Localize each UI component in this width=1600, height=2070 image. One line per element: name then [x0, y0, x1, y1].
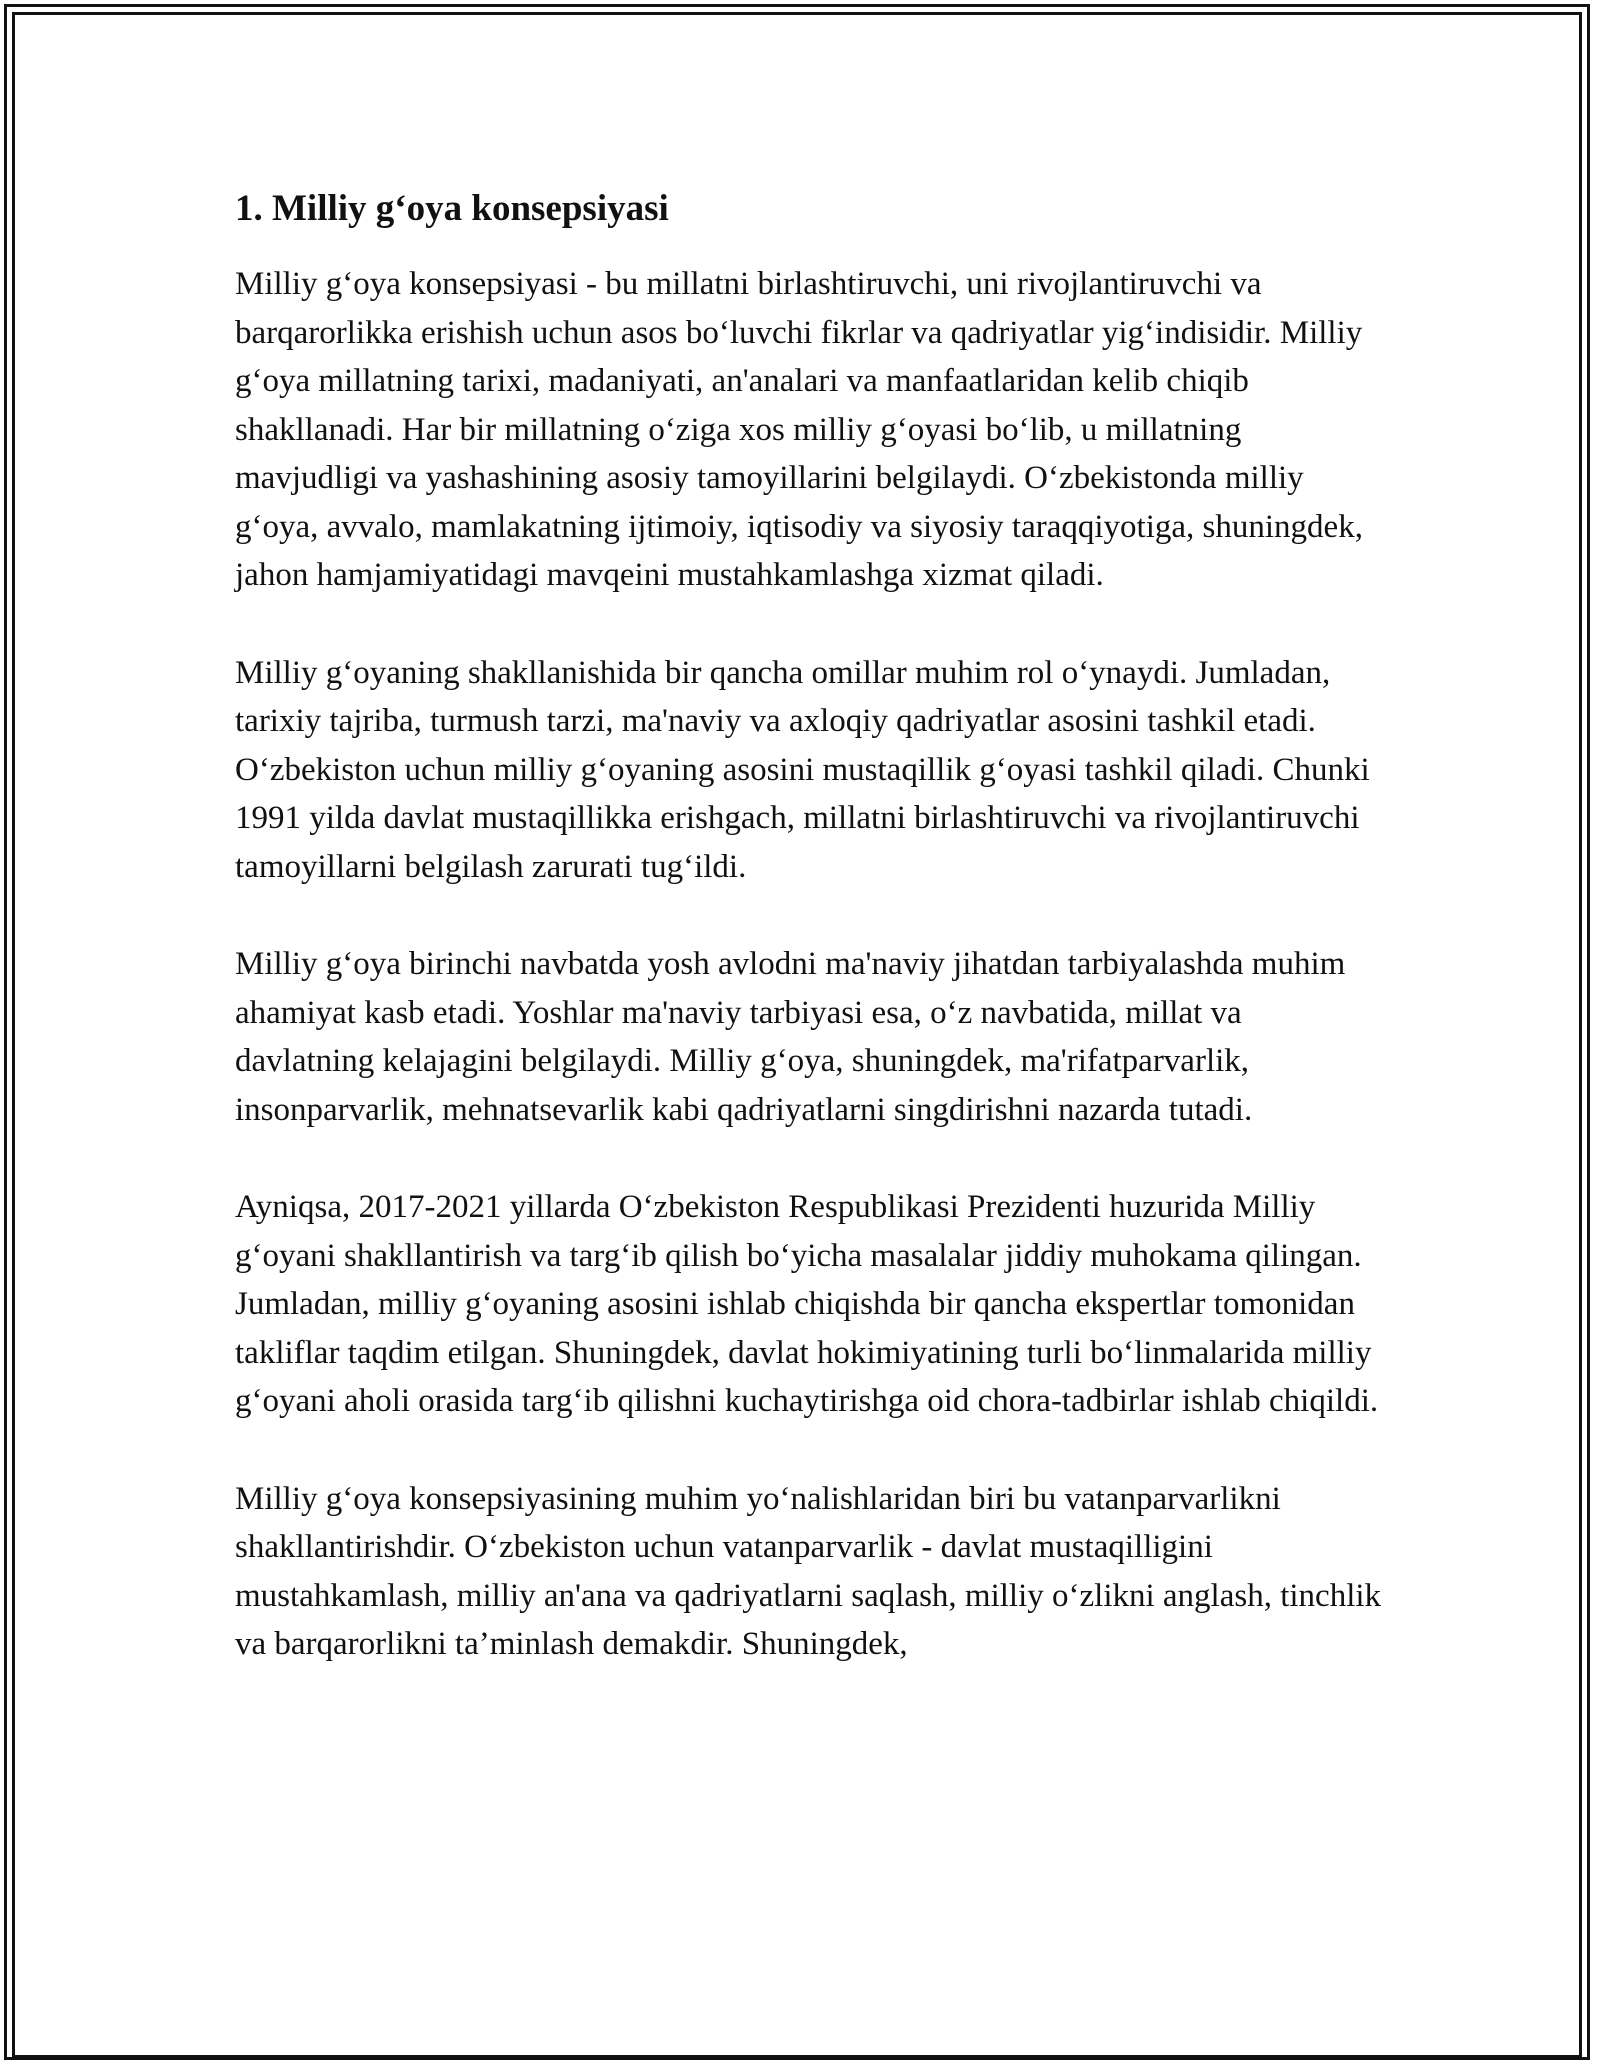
paragraph-4: Ayniqsa, 2017-2021 yillarda O‘zbekiston Respublikasi Prezidenti huzurida Milliy g‘oyani shakllantirish va targ‘ib qilish bo‘yicha masalalar jiddiy muhokama qilingan. Jumladan, milliy g‘oyaning asosini ishlab chiqishda bir qancha ekspertlar tomonidan takliflar taqdim etilgan. Shuningdek, davlat hokimiyatining turli bo‘linmalarida milliy g‘oyani aholi orasida targ‘ib qilishni kuchaytirishga oid chora-tadbirlar ishlab chiqildi. [235, 1189, 1379, 1419]
paragraph-5: Milliy g‘oya konsepsiyasining muhim yo‘nalishlaridan biri bu vatanparvarlikni shakllantirishdir. O‘zbekiston uchun vatanparvarlik - davlat mustaqilligini mustahkamlash, milliy an'ana va qadriyatlarni saqlash, milliy o‘zlikni anglash, tinchlik va barqarorlikni ta’minlash demakdir. Shuningdek, [235, 1480, 1382, 1662]
paragraph-1: Milliy g‘oya konsepsiyasi - bu millatni birlashtiruvchi, uni rivojlantiruvchi va barqarorlikka erishish uchun asos bo‘luvchi fikrlar va qadriyatlar yig‘indisidir. Milliy g‘oya millatning tarixi, madaniyati, an'analari va manfaatlaridan kelib chiqib shakllanadi. Har bir millatning o‘ziga xos milliy g‘oyasi bo‘lib, u millatning mavjudligi va yashashining asosiy tamoyillarini belgilaydi. O‘zbekistonda milliy g‘oya, avvalo, mamlakatning ijtimoiy, iqtisodiy va siyosiy taraqqiyotiga, shuningdek, jahon hamjamiyatidagi mavqeini mustahkamlashga xizmat qiladi. [235, 266, 1363, 593]
section-heading: 1. Milliy g‘oya konsepsiyasi [235, 188, 669, 229]
paragraph-2: Milliy g‘oyaning shakllanishida bir qancha omillar muhim rol o‘ynaydi. Jumladan, tarixiy tajriba, turmush tarzi, ma'naviy va axloqiy qadriyatlar asosini tashkil etadi. O‘zbekiston uchun milliy g‘oyaning asosini mustaqillik g‘oyasi tashkil qiladi. Chunki 1991 yilda davlat mustaqillikka erishgach, millatni birlashtiruvchi va rivojlantiruvchi tamoyillarni belgilash zarurati tug‘ildi. [235, 654, 1370, 885]
document-body [235, 186, 1385, 1718]
paragraph-3: Milliy g‘oya birinchi navbatda yosh avlodni ma'naviy jihatdan tarbiyalashda muhim ahamiyat kasb etadi. Yoshlar ma'naviy tarbiyasi esa, o‘z navbatida, millat va davlatning kelajagini belgilaydi. Milliy g‘oya, shuningdek, ma'rifatparvarlik, insonparvarlik, mehnatsevarlik kabi qadriyatlarni singdirishni nazarda tutadi. [235, 946, 1346, 1128]
